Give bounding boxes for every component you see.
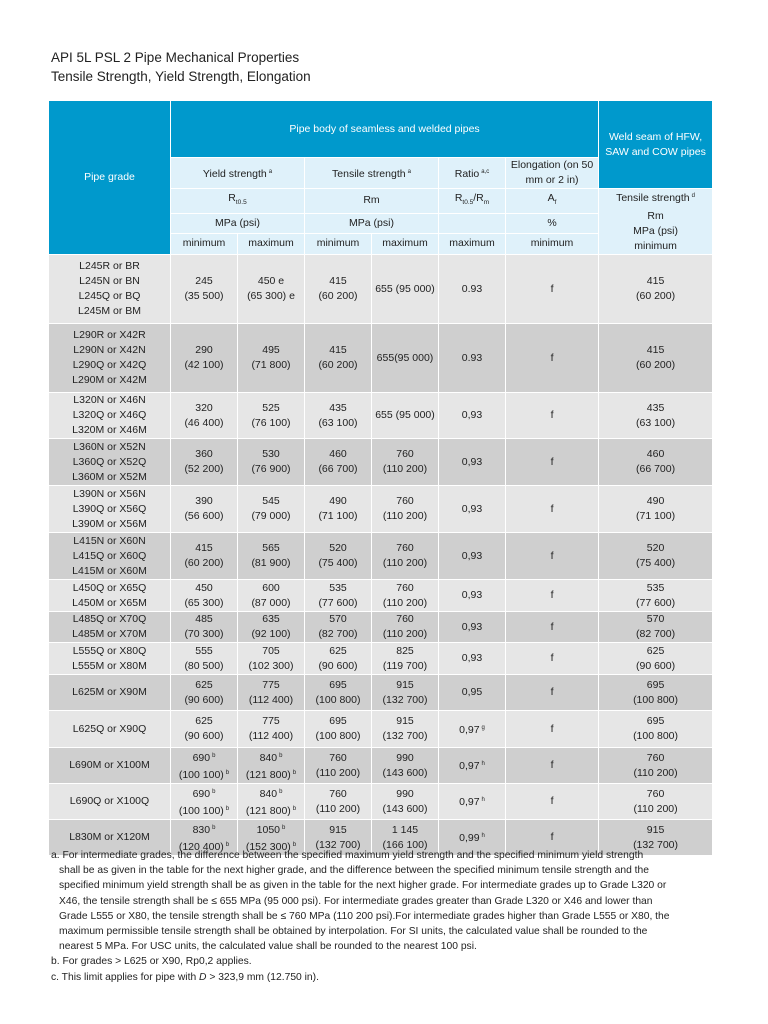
- yield-min-cell: 690 $^b$ (100 100) $^b$: [171, 784, 238, 820]
- elongation-unit: %: [506, 213, 599, 233]
- elongation-cell: f: [506, 612, 599, 643]
- yield-strength-header: Yield strength $^a$: [171, 158, 305, 189]
- table-row: [49, 612, 713, 643]
- yield-min-cell: 485 (70 300): [171, 612, 238, 643]
- tensile-unit: MPa (psi): [305, 213, 439, 233]
- tensile-strength-header: Tensile strength $^a$: [305, 158, 439, 189]
- table-row: [49, 748, 713, 784]
- yield-min-cell: 320 (46 400): [171, 393, 238, 439]
- footnote-a-line: Grade L555 or X80, the tensile strength shall be ≤ 760 MPa (110 200 psi).For intermediate grades higher than Grade L555 or X80, the: [59, 910, 670, 922]
- weld-tensile-cell: 460 (66 700): [599, 439, 713, 486]
- elongation-symbol: $A_f$: [506, 189, 599, 214]
- weld-minimum: minimum: [634, 240, 677, 252]
- elongation-cell: f: [506, 255, 599, 324]
- grade-cell: L390N or X56N L390Q or X56Q L390M or X56M: [49, 486, 171, 533]
- yield-min-cell: 290 (42 100): [171, 324, 238, 393]
- tensile-min-cell: 535 (77 600): [305, 580, 372, 612]
- ratio-cell: 0,93: [439, 643, 506, 675]
- tensile-min-cell: 490 (71 100): [305, 486, 372, 533]
- elongation-cell: f: [506, 324, 599, 393]
- tensile-max-cell: 655(95 000): [372, 324, 439, 393]
- yield-min-cell: 390 (56 600): [171, 486, 238, 533]
- tensile-max-cell: 655 (95 000): [372, 255, 439, 324]
- tensile-min-cell: 435 (63 100): [305, 393, 372, 439]
- tensile-symbol: Rm: [305, 189, 439, 214]
- table-row: [49, 533, 713, 580]
- mechanical-properties-table: [48, 100, 713, 856]
- grade-cell: L625Q or X90Q: [49, 711, 171, 748]
- weld-unit: MPa (psi): [633, 225, 679, 237]
- weld-tensile-cell: 535 (77 600): [599, 580, 713, 612]
- ratio-cell: 0,97 $^h$: [439, 748, 506, 784]
- ratio-cell: 0,97 $^g$: [439, 711, 506, 748]
- yield-min-cell: 245 (35 500): [171, 255, 238, 324]
- grade-cell: L485Q or X70Q L485M or X70M: [49, 612, 171, 643]
- tensile-max-cell: 760 (110 200): [372, 533, 439, 580]
- tensile-min-cell: 625 (90 600): [305, 643, 372, 675]
- footnote-a-line: a. For intermediate grades, the difference between the specified maximum yield strength and the specified minimum yield strength: [51, 850, 644, 861]
- ratio-cell: 0,93: [439, 393, 506, 439]
- weld-seam-header: [599, 101, 713, 189]
- weld-tensile-cell: 695 (100 800): [599, 711, 713, 748]
- tensile-min-cell: 695 (100 800): [305, 711, 372, 748]
- yield-max-cell: 635 (92 100): [238, 612, 305, 643]
- yield-max-header: maximum: [238, 233, 305, 254]
- yield-max-cell: 840 $^b$ (121 800) $^b$: [238, 784, 305, 820]
- document-title: [51, 48, 311, 86]
- grade-cell: L320N or X46N L320Q or X46Q L320M or X46M: [49, 393, 171, 439]
- weld-seam-header-text: Weld seam of HFW, SAW and COW pipes: [605, 130, 706, 158]
- weld-tensile-cell: 760 (110 200): [599, 784, 713, 820]
- yield-min-cell: 830 $^b$ (120 400) $^b$: [171, 820, 238, 856]
- title-line-2: Tensile Strength, Yield Strength, Elongation: [51, 69, 311, 84]
- grade-cell: L690M or X100M: [49, 748, 171, 784]
- tensile-min-cell: 415 (60 200): [305, 255, 372, 324]
- elongation-cell: f: [506, 533, 599, 580]
- footnote-a: [51, 848, 721, 954]
- ratio-cell: 0,93: [439, 612, 506, 643]
- ratio-cell: 0.93: [439, 255, 506, 324]
- weld-tensile-cell: 625 (90 600): [599, 643, 713, 675]
- ratio-cell: 0.93: [439, 324, 506, 393]
- weld-tensile-cell: 415 (60 200): [599, 255, 713, 324]
- tensile-max-cell: 655 (95 000): [372, 393, 439, 439]
- ratio-cell: 0,93: [439, 533, 506, 580]
- yield-max-cell: 1050 $^b$ (152 300) $^b$: [238, 820, 305, 856]
- ratio-cell: 0,99 $^h$: [439, 820, 506, 856]
- weld-tensile-cell: 490 (71 100): [599, 486, 713, 533]
- elongation-header: Elongation (on 50 mm or 2 in): [506, 158, 599, 189]
- yield-max-cell: 600 (87 000): [238, 580, 305, 612]
- table-row: [49, 580, 713, 612]
- tensile-max-cell: 915 (132 700): [372, 711, 439, 748]
- pipe-grade-header: Pipe grade: [49, 101, 171, 255]
- table-row: [49, 255, 713, 324]
- tensile-min-cell: 415 (60 200): [305, 324, 372, 393]
- weld-units-header: [599, 189, 713, 255]
- ratio-max-header: maximum: [439, 233, 506, 254]
- yield-min-cell: 690 $^b$ (100 100) $^b$: [171, 748, 238, 784]
- tensile-min-cell: 460 (66 700): [305, 439, 372, 486]
- grade-cell: L360N or X52N L360Q or X52Q L360M or X52M: [49, 439, 171, 486]
- footnote-b: b. For grades > L625 or X90, Rp0,2 applies.: [51, 956, 252, 968]
- weld-tensile-cell: 415 (60 200): [599, 324, 713, 393]
- table-row: [49, 486, 713, 533]
- grade-cell: L625M or X90M: [49, 675, 171, 711]
- weld-tensile-cell: 520 (75 400): [599, 533, 713, 580]
- tensile-max-cell: 990 (143 600): [372, 748, 439, 784]
- tensile-max-cell: 825 (119 700): [372, 643, 439, 675]
- footnote-a-line: nearest 5 MPa. For USC units, the calculated value shall be rounded to the nearest 100 psi.: [59, 941, 477, 953]
- yield-min-cell: 555 (80 500): [171, 643, 238, 675]
- tensile-max-cell: 1 145 (166 100): [372, 820, 439, 856]
- footnote-a-line: maximum permissible tensile strength shall be obtained by interpolation. For SI units, the calculated value shall be rounded to the: [59, 926, 648, 938]
- tensile-min-header: minimum: [305, 233, 372, 254]
- yield-max-cell: 525 (76 100): [238, 393, 305, 439]
- title-line-1: API 5L PSL 2 Pipe Mechanical Properties: [51, 50, 300, 65]
- table-row: [49, 324, 713, 393]
- tensile-min-cell: 695 (100 800): [305, 675, 372, 711]
- elongation-cell: f: [506, 439, 599, 486]
- footnote-c: c. This limit applies for pipe with D > 323,9 mm (12.750 in).: [51, 971, 319, 983]
- grade-cell: L450Q or X65Q L450M or X65M: [49, 580, 171, 612]
- yield-max-cell: 840 $^b$ (121 800) $^b$: [238, 748, 305, 784]
- yield-max-cell: 705 (102 300): [238, 643, 305, 675]
- yield-max-cell: 565 (81 900): [238, 533, 305, 580]
- ratio-cell: 0,97 $^h$: [439, 784, 506, 820]
- yield-max-cell: 495 (71 800): [238, 324, 305, 393]
- table-row: [49, 675, 713, 711]
- yield-symbol: $R_{t0.5}$: [171, 189, 305, 214]
- elongation-cell: f: [506, 748, 599, 784]
- ratio-cell: 0,93: [439, 439, 506, 486]
- yield-min-header: minimum: [171, 233, 238, 254]
- table-row: [49, 643, 713, 675]
- table-body: [49, 255, 713, 856]
- grade-cell: L290R or X42R L290N or X42N L290Q or X42Q L290M or X42M: [49, 324, 171, 393]
- yield-max-cell: 450 e (65 300) e: [238, 255, 305, 324]
- elongation-cell: f: [506, 675, 599, 711]
- table-row: [49, 711, 713, 748]
- weld-tensile-label: Tensile strength $^d$: [616, 192, 695, 204]
- tensile-min-cell: 760 (110 200): [305, 784, 372, 820]
- tensile-max-header: maximum: [372, 233, 439, 254]
- tensile-min-cell: 520 (75 400): [305, 533, 372, 580]
- weld-tensile-cell: 570 (82 700): [599, 612, 713, 643]
- table-row: [49, 784, 713, 820]
- grade-cell: L555Q or X80Q L555M or X80M: [49, 643, 171, 675]
- footnote-a-line: shall be as given in the table for the next higher grade, and the difference between the specified minimum tensile strength and the: [59, 865, 649, 877]
- yield-min-cell: 415 (60 200): [171, 533, 238, 580]
- footnotes: [51, 848, 721, 985]
- yield-min-cell: 625 (90 600): [171, 675, 238, 711]
- yield-min-cell: 450 (65 300): [171, 580, 238, 612]
- elongation-cell: f: [506, 393, 599, 439]
- footnote-a-line: specified minimum yield strength shall be as given in the table for the next higher grade. For intermediate grades up to Grade L320 or: [59, 880, 667, 892]
- tensile-max-cell: 760 (110 200): [372, 439, 439, 486]
- tensile-max-cell: 915 (132 700): [372, 675, 439, 711]
- yield-unit: MPa (psi): [171, 213, 305, 233]
- ratio-unit: [439, 213, 506, 233]
- weld-tensile-cell: 435 (63 100): [599, 393, 713, 439]
- ratio-header: Ratio $^{a,c}$: [439, 158, 506, 189]
- table-row: [49, 439, 713, 486]
- tensile-max-cell: 990 (143 600): [372, 784, 439, 820]
- ratio-cell: 0,93: [439, 486, 506, 533]
- yield-max-cell: 775 (112 400): [238, 711, 305, 748]
- yield-max-cell: 530 (76 900): [238, 439, 305, 486]
- tensile-min-cell: 915 (132 700): [305, 820, 372, 856]
- table-row: [49, 393, 713, 439]
- elongation-cell: f: [506, 643, 599, 675]
- yield-min-cell: 625 (90 600): [171, 711, 238, 748]
- pipe-body-header: Pipe body of seamless and welded pipes: [171, 101, 599, 158]
- ratio-cell: 0,93: [439, 580, 506, 612]
- elongation-cell: f: [506, 784, 599, 820]
- yield-max-cell: 545 (79 000): [238, 486, 305, 533]
- grade-cell: L830M or X120M: [49, 820, 171, 856]
- grade-cell: L245R or BR L245N or BN L245Q or BQ L245M or BM: [49, 255, 171, 324]
- weld-tensile-cell: 760 (110 200): [599, 748, 713, 784]
- elongation-cell: f: [506, 711, 599, 748]
- elongation-min-header: minimum: [506, 233, 599, 254]
- tensile-max-cell: 760 (110 200): [372, 486, 439, 533]
- yield-max-cell: 775 (112 400): [238, 675, 305, 711]
- yield-min-cell: 360 (52 200): [171, 439, 238, 486]
- footnote-a-line: X46, the tensile strength shall be ≤ 655 MPa (95 000 psi). For intermediate grades greater than Grade L320 or X46 and lower than: [59, 895, 653, 907]
- elongation-cell: f: [506, 580, 599, 612]
- grade-cell: L415N or X60N L415Q or X60Q L415M or X60M: [49, 533, 171, 580]
- weld-rm: Rm: [647, 210, 664, 222]
- tensile-min-cell: 570 (82 700): [305, 612, 372, 643]
- weld-tensile-cell: 695 (100 800): [599, 675, 713, 711]
- elongation-cell: f: [506, 486, 599, 533]
- weld-tensile-cell: 915 (132 700): [599, 820, 713, 856]
- tensile-max-cell: 760 (110 200): [372, 580, 439, 612]
- ratio-cell: 0,95: [439, 675, 506, 711]
- tensile-min-cell: 760 (110 200): [305, 748, 372, 784]
- ratio-symbol: $R_{t0.5}/R_m$: [439, 189, 506, 214]
- tensile-max-cell: 760 (110 200): [372, 612, 439, 643]
- grade-cell: L690Q or X100Q: [49, 784, 171, 820]
- elongation-cell: f: [506, 820, 599, 856]
